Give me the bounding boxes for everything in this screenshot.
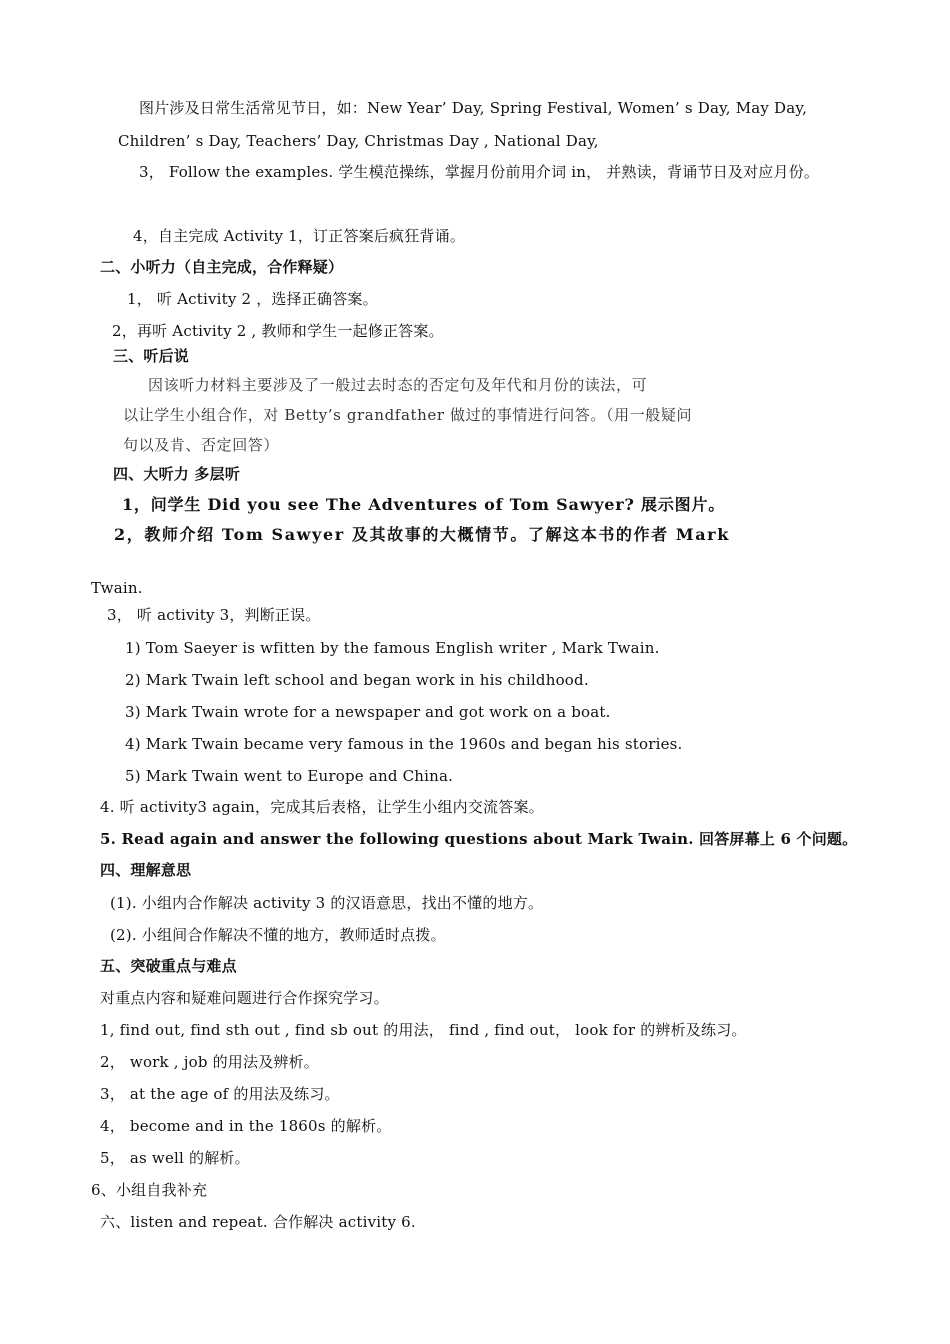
text-line: Twain.: [91, 579, 143, 597]
text-line: 对重点内容和疑难问题进行合作探究学习。: [100, 989, 389, 1007]
list-item: 4， become and in the 1860s 的解析。: [100, 1117, 392, 1135]
list-item: 5) Mark Twain went to Europe and China.: [125, 767, 454, 785]
section-heading: 三、听后说: [113, 347, 190, 365]
list-item: 1) Tom Saeyer is wfitten by the famous English writer , Mark Twain.: [125, 639, 660, 657]
text-line: (2). 小组间合作解决不懂的地方，教师适时点拨。: [110, 926, 446, 944]
list-item: 3) Mark Twain wrote for a newspaper and got work on a boat.: [125, 703, 611, 721]
text-line: 2，再听 Activity 2 , 教师和学生一起修正答案。: [112, 322, 444, 340]
section-heading: 二、小听力（自主完成，合作释疑）: [100, 258, 344, 276]
list-item: 4) Mark Twain became very famous in the 1960s and began his stories.: [125, 735, 683, 753]
text-line: 句以及肯、否定回答）: [123, 436, 280, 454]
text-line: 2，教师介绍 Tom Sawyer 及其故事的大概情节。了解这本书的作者 Mark: [114, 525, 730, 544]
section-heading: 五、突破重点与难点: [100, 957, 237, 975]
text-line: 1，问学生 Did you see The Adventures of Tom Sawyer? 展示图片。: [122, 495, 726, 514]
list-item: 2) Mark Twain left school and began work in his childhood.: [125, 671, 589, 689]
text-line: 6、小组自我补充: [91, 1181, 208, 1199]
text-line: 1， 听 Activity 2 ，选择正确答案。: [127, 290, 378, 308]
text-line: 图片涉及日常生活常见节日，如：New Year’ Day, Spring Festival, Women’ s Day, May Day,: [139, 99, 808, 117]
text-line: 5. Read again and answer the following questions about Mark Twain. 回答屏幕上 6 个问题。: [100, 830, 858, 848]
section-heading: 四、大听力 多层听: [113, 465, 241, 483]
list-item: 3， at the age of 的用法及练习。: [100, 1085, 340, 1103]
text-line: 以让学生小组合作，对 Betty’s grandfather 做过的事情进行问答。（用一般疑问: [123, 406, 693, 424]
text-line: 4. 听 activity3 again，完成其后表格，让学生小组内交流答案。: [100, 798, 544, 816]
text-line: 六、listen and repeat. 合作解决 activity 6.: [100, 1213, 416, 1231]
text-line: Children’ s Day, Teachers’ Day, Christmas Day , National Day,: [118, 132, 599, 150]
section-heading: 四、理解意思: [100, 861, 192, 879]
text-line: 3， 听 activity 3，判断正误。: [107, 606, 321, 624]
text-line: (1). 小组内合作解决 activity 3 的汉语意思，找出不懂的地方。: [110, 894, 544, 912]
list-item: 5， as well 的解析。: [100, 1149, 250, 1167]
list-item: 2， work , job 的用法及辨析。: [100, 1053, 319, 1071]
text-line: 因该听力材料主要涉及了一般过去时态的否定句及年代和月份的读法，可: [148, 376, 648, 394]
text-line: 4，自主完成 Activity 1，订正答案后疯狂背诵。: [133, 227, 466, 245]
text-line: 3， Follow the examples. 学生模范操练，掌握月份前用介词 in， 并熟读，背诵节日及对应月份。: [139, 163, 820, 181]
list-item: 1, find out, find sth out , find sb out 的用法， find , find out， look for 的辨析及练习。: [100, 1021, 747, 1039]
